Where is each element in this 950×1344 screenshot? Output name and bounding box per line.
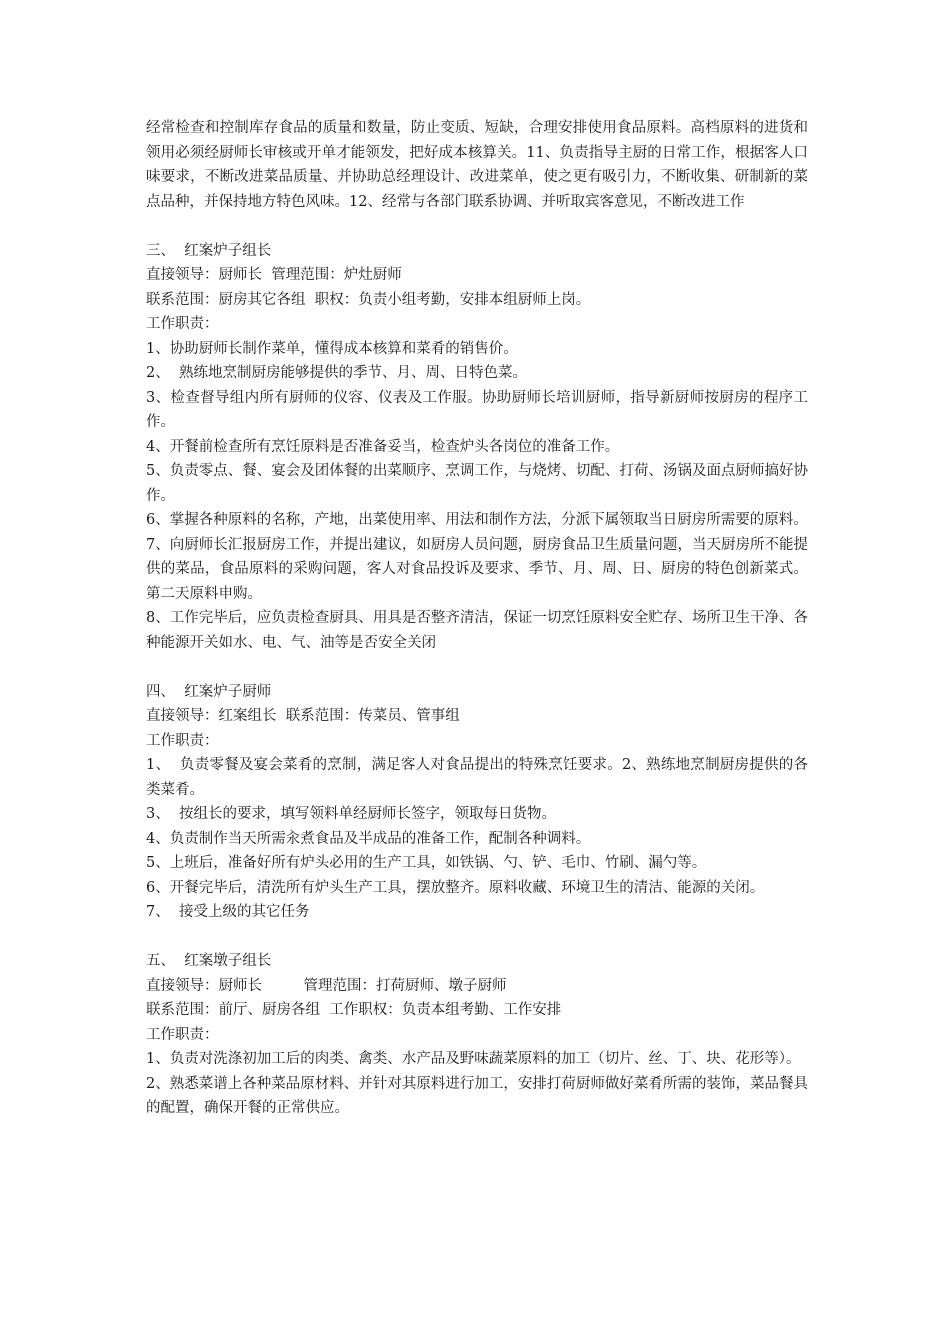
section-title: 五、 红案墩子组长 (146, 953, 272, 969)
section-5 (146, 949, 808, 1121)
document-page (146, 116, 808, 1121)
spacer (146, 925, 808, 950)
duty-item: 6、掌握各种原料的名称，产地，出菜使用率、用法和制作方法，分派下属领取当日厨房所需要的原料。 (146, 512, 808, 528)
duty-item: 3、 按组长的要求，填写领料单经厨师长签字，领取每日货物。 (146, 806, 556, 822)
section-line: 直接领导：厨师长 管理范围：打荷厨师、墩子厨师 (146, 977, 507, 994)
section-4 (146, 680, 808, 925)
intro-paragraph: 经常检查和控制库存食品的质量和数量，防止变质、短缺，合理安排使用食品原料。高档原料的进货和领用必须经厨师长审核或开单才能领发，把好成本核算关。11、负责指导主厨的日常工作，根据客人口味要求，不断改进菜品质量、并协助总经理设计、改进菜单，使之更有吸引力，不断收集、研制新的菜点品种，并保持地方特色风味。12、经常与各部门联系协调、并听取宾客意见，不断改进工作 (146, 120, 808, 210)
section-line: 工作职责： (146, 316, 219, 332)
duty-item: 1、 负责零餐及宴会菜肴的烹制，满足客人对食品提出的特殊烹饪要求。2、熟练地烹制厨房提供的各类菜肴。 (146, 757, 808, 798)
duty-item: 1、负责对洗涤初加工后的肉类、禽类、水产品及野味蔬菜原料的加工（切片、丝、丁、块、花形等）。 (146, 1051, 801, 1067)
duty-item: 6、开餐完毕后，清洗所有炉头生产工具，摆放整齐。原料收藏、环境卫生的清洁、能源的关闭。 (146, 879, 765, 896)
section-line: 联系范围：厨房其它各组 职权：负责小组考勤，安排本组厨师上岗。 (146, 291, 591, 308)
duty-item: 2、熟悉菜谱上各种菜品原材料、并针对其原料进行加工，安排打荷厨师做好菜肴所需的装饰，菜品餐具的配置，确保开餐的正常供应。 (146, 1075, 808, 1116)
duty-item: 2、 熟练地烹制厨房能够提供的季节、月、周、日特色菜。 (146, 365, 527, 381)
duty-item: 5、上班后，准备好所有炉头必用的生产工具，如铁锅、勺、铲、毛巾、竹刷、漏勺等。 (146, 855, 707, 871)
section-line: 工作职责： (146, 732, 219, 749)
duty-item: 4、负责制作当天所需汆煮食品及半成品的准备工作，配制各种调料。 (146, 830, 591, 847)
duty-item: 7、向厨师长汇报厨房工作，并提出建议，如厨房人员问题，厨房食品卫生质量问题，当天厨房所不能提供的菜品，食品原料的采购问题，客人对食品投诉及要求、季节、月、周、日、厨房的特色创新菜式。第二天原料申购。 (146, 536, 808, 602)
duty-item: 4、开餐前检查所有烹饪原料是否准备妥当，检查炉头各岗位的准备工作。 (146, 438, 620, 455)
spacer (146, 655, 808, 680)
duty-item: 7、 接受上级的其它任务 (146, 904, 310, 920)
section-line: 工作职责： (146, 1026, 219, 1043)
section-line: 直接领导：厨师长 管理范围：炉灶厨师 (146, 267, 402, 283)
section-title: 三、 红案炉子组长 (146, 242, 272, 259)
duty-item: 3、检查督导组内所有厨师的仪容、仪表及工作服。协助厨师长培训厨师，指导新厨师按厨房的程序工作。 (146, 389, 808, 430)
duty-item: 5、负责零点、餐、宴会及团体餐的出菜顺序、烹调工作，与烧烤、切配、打荷、汤锅及面点厨师搞好协作。 (146, 463, 808, 504)
section-line: 直接领导：红案组长 联系范围：传菜员、管事组 (146, 708, 460, 724)
section-title: 四、 红案炉子厨师 (146, 683, 272, 700)
section-3 (146, 239, 808, 656)
duty-item: 8、工作完毕后，应负责检查厨具、用具是否整齐清洁，保证一切烹饪原料安全贮存、场所卫生干净、各种能源开关如水、电、气、油等是否安全关闭 (146, 610, 808, 651)
duty-item: 1、协助厨师长制作菜单，懂得成本核算和菜肴的销售价。 (146, 340, 518, 357)
section-line: 联系范围：前厅、厨房各组 工作职权：负责本组考勤、工作安排 (146, 1002, 562, 1018)
spacer (146, 214, 808, 239)
